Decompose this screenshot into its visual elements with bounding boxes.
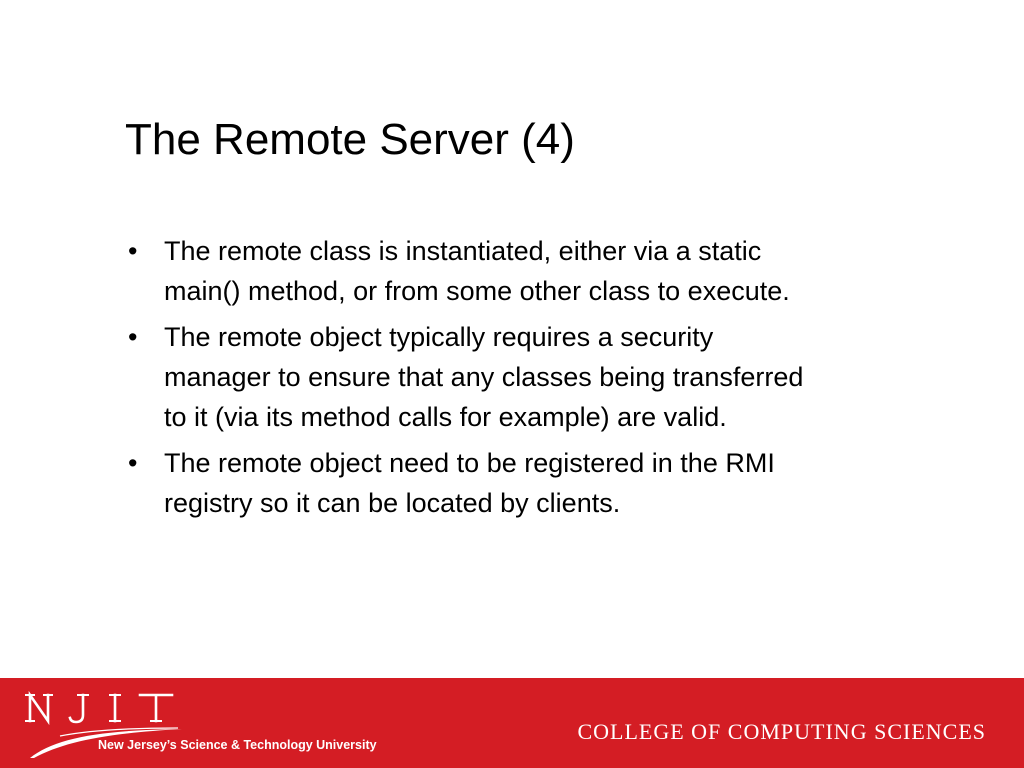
- bullet-line: main() method, or from some other class to execute.: [164, 276, 790, 306]
- bullet-line: The remote class is instantiated, either via a static: [164, 236, 762, 266]
- slide-title: The Remote Server (4): [125, 115, 575, 164]
- njit-logo: [0, 678, 400, 768]
- bullet-line: to it (via its method calls for example) are valid.: [164, 402, 727, 432]
- bullet-line: registry so it can be located by clients.: [164, 488, 621, 518]
- bullet-line: The remote object typically requires a security: [164, 322, 714, 352]
- bullet-dot-icon: •: [128, 322, 138, 352]
- bullet-dot-icon: •: [128, 236, 138, 266]
- footer-bar: [0, 678, 1024, 768]
- bullet-item: [125, 443, 985, 523]
- bullet-dot-icon: •: [128, 448, 138, 478]
- bullet-line: The remote object need to be registered in the RMI: [164, 448, 775, 478]
- college-name: COLLEGE OF COMPUTING SCIENCES: [577, 719, 986, 744]
- bullet-line: manager to ensure that any classes being transferred: [164, 362, 804, 392]
- university-tagline: New Jersey’s Science & Technology University: [98, 738, 377, 752]
- bullet-list: [125, 231, 985, 529]
- bullet-item: [125, 231, 985, 311]
- bullet-item: [125, 317, 985, 437]
